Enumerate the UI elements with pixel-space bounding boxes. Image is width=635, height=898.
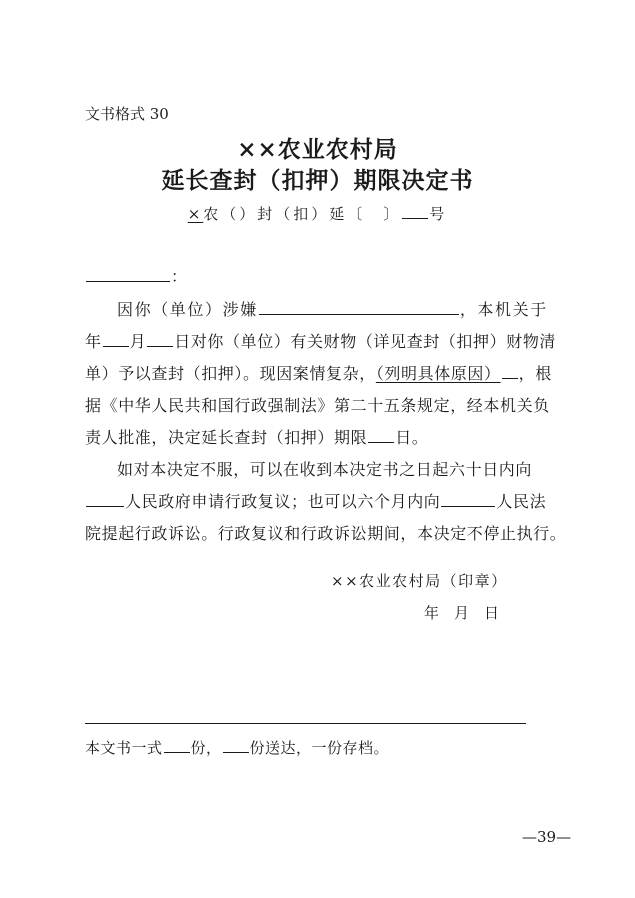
issuer-seal: ××农业农村局（印章） <box>331 572 508 590</box>
recipient-colon: ： <box>171 267 188 286</box>
doc-number-body: 农（）封（扣）延〔 〕 <box>203 205 402 223</box>
copies-total-blank <box>164 751 190 753</box>
reason-placeholder: （列明具体原因） <box>375 364 501 383</box>
copies-text: 份送达，一份存档。 <box>249 739 390 757</box>
body-text: 月 <box>129 332 147 351</box>
recipient-blank <box>86 280 170 282</box>
format-label: 文书格式 30 <box>85 105 169 123</box>
body-line-8 <box>85 521 566 544</box>
period-blank <box>368 441 394 443</box>
issue-date <box>424 602 500 623</box>
body-line-5 <box>85 425 428 448</box>
date-month: 月 <box>454 604 471 622</box>
date-day: 日 <box>484 604 501 622</box>
reason-blank <box>502 377 518 379</box>
violation-blank <box>259 313 459 315</box>
document-number <box>0 203 635 224</box>
body-line-2 <box>85 329 556 352</box>
body-text: 单）予以查封（扣押）。现因案情复杂， <box>85 364 376 383</box>
copies-text: 本文书一式 <box>85 739 163 757</box>
body-text: 人民法 <box>496 492 547 511</box>
page-number: —39— <box>522 828 572 846</box>
doc-number-blank <box>402 217 428 219</box>
body-line-1 <box>117 297 548 320</box>
copies-served-blank <box>223 751 249 753</box>
copies-text: 份， <box>190 739 222 757</box>
body-text: ，根 <box>518 364 552 383</box>
title-organization: ××农业农村局 <box>237 136 398 163</box>
recipient-line <box>85 264 188 287</box>
document-title: 延长查封（扣押）期限决定书 <box>161 167 474 194</box>
government-blank <box>86 505 124 507</box>
body-line-7 <box>85 489 546 512</box>
body-text: 院提起行政诉讼。行政复议和行政诉讼期间，本决定不停止执行。 <box>85 524 567 543</box>
body-text: 人民政府申请行政复议；也可以六个月内向 <box>125 492 441 511</box>
body-text: 年 <box>85 332 102 351</box>
body-line-4 <box>85 393 550 416</box>
doc-number-suffix: 号 <box>429 205 448 223</box>
doc-number-prefix: × <box>187 205 204 223</box>
copies-note <box>85 737 389 758</box>
day-blank <box>147 345 173 347</box>
body-text: 如对本决定不服，可以在收到本决定书之日起六十日内向 <box>117 460 533 479</box>
month-blank <box>103 345 129 347</box>
body-text: 责人批准，决定延长查封（扣押）期限 <box>85 428 368 447</box>
body-line-6 <box>117 457 532 480</box>
body-text: 据《中华人民共和国行政强制法》第二十五条规定，经本机关负 <box>85 396 550 415</box>
court-blank <box>441 505 495 507</box>
footer-divider <box>85 723 526 724</box>
body-text: ，本机关于 <box>459 300 548 319</box>
date-year: 年 <box>424 604 441 622</box>
body-line-3 <box>85 361 552 384</box>
body-text: 日对你（单位）有关财物（详见查封（扣押）财物清 <box>174 332 557 351</box>
body-text: 因你（单位）涉嫌 <box>117 300 258 319</box>
body-text: 日。 <box>395 428 429 447</box>
